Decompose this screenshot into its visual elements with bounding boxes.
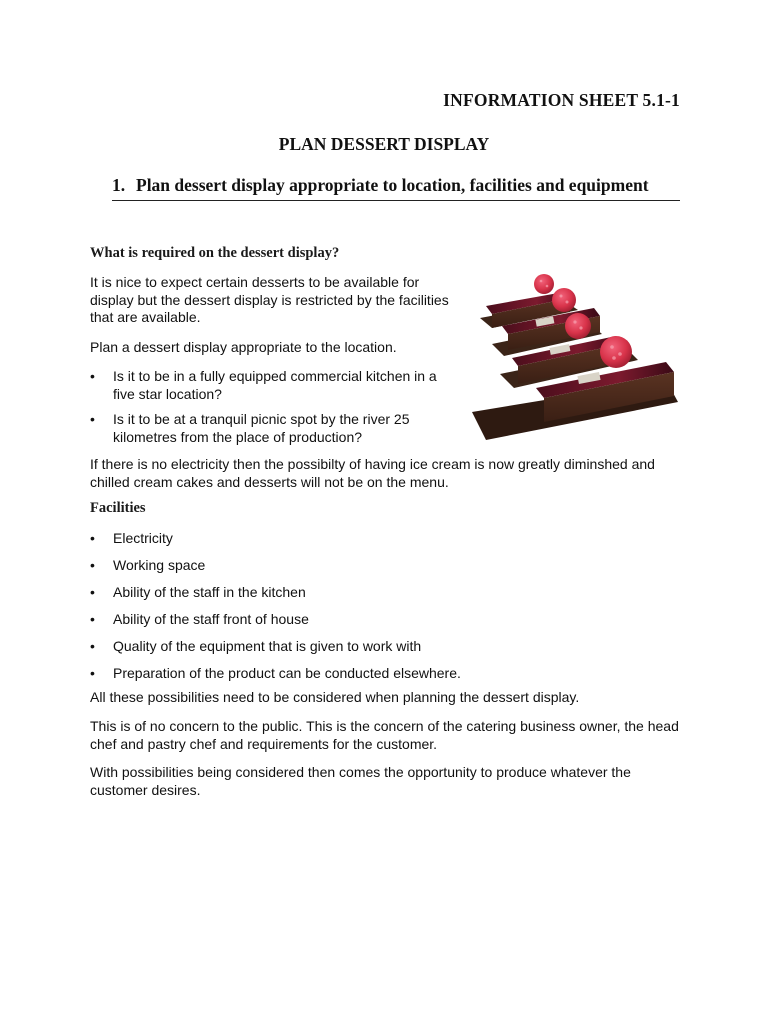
- list-item: [90, 368, 460, 403]
- list-item-text: Is it to be in a fully equipped commercial kitchen in a five star location?: [113, 368, 437, 402]
- list-item: [90, 611, 680, 629]
- list-item-text: Preparation of the product can be conducted elsewhere.: [113, 665, 461, 681]
- list-item: [90, 584, 680, 602]
- list-item-text: Working space: [113, 557, 206, 573]
- document-title: PLAN DESSERT DISPLAY: [278, 134, 490, 154]
- bullet-icon: •: [90, 530, 95, 546]
- list-item-text: Ability of the staff front of house: [113, 611, 309, 627]
- list-item: [90, 638, 680, 656]
- bullet-icon: •: [90, 411, 95, 427]
- bullet-icon: •: [90, 557, 95, 573]
- dessert-display-photo: [466, 262, 678, 440]
- required-heading: What is required on the dessert display?: [90, 245, 340, 261]
- sheet-title: INFORMATION SHEET 5.1-1: [443, 90, 680, 110]
- facilities-heading: Facilities: [90, 500, 146, 516]
- list-item: [90, 665, 680, 683]
- required-paragraph-2: Plan a dessert display appropriate to the location.: [90, 339, 397, 355]
- list-item-text: Ability of the staff in the kitchen: [113, 584, 306, 600]
- bullet-icon: •: [90, 368, 95, 384]
- section-number: 1.: [112, 175, 126, 195]
- list-item-text: Quality of the equipment that is given to work with: [113, 638, 422, 654]
- bullet-icon: •: [90, 638, 95, 654]
- facilities-bullet-list: [90, 530, 680, 683]
- raspberry-2: [552, 288, 576, 312]
- raspberry-4: [600, 336, 632, 368]
- raspberry-3: [565, 313, 591, 339]
- list-item: [90, 557, 680, 575]
- list-item-text: Is it to be at a tranquil picnic spot by the river 25 kilometres from the place of production?: [113, 411, 410, 445]
- bullet-icon: •: [90, 611, 95, 627]
- section-heading: [112, 174, 680, 201]
- bullet-icon: •: [90, 665, 95, 681]
- list-item-text: Electricity: [113, 530, 173, 546]
- required-paragraph-3: If there is no electricity then the possibilty of having ice cream is now greatly diminshed and chilled cream cakes and desserts will not be on the menu.: [90, 456, 655, 490]
- required-paragraph-1: It is nice to expect certain desserts to be available for display but the dessert display is restricted by the facilities that are available.: [90, 274, 449, 325]
- section-title: Plan dessert display appropriate to location, facilities and equipment: [136, 175, 649, 195]
- list-item: [90, 530, 680, 548]
- location-bullet-list: [90, 368, 460, 446]
- raspberry-1: [534, 274, 554, 294]
- facilities-paragraph-2: This is of no concern to the public. This is the concern of the catering business owner, the head chef and pastry chef and requirements for the customer.: [90, 718, 679, 752]
- facilities-paragraph-3: With possibilities being considered then comes the opportunity to produce whatever the customer desires.: [90, 764, 631, 798]
- bullet-icon: •: [90, 584, 95, 600]
- facilities-paragraph-1: All these possibilities need to be considered when planning the dessert display.: [90, 689, 580, 705]
- list-item: [90, 411, 460, 446]
